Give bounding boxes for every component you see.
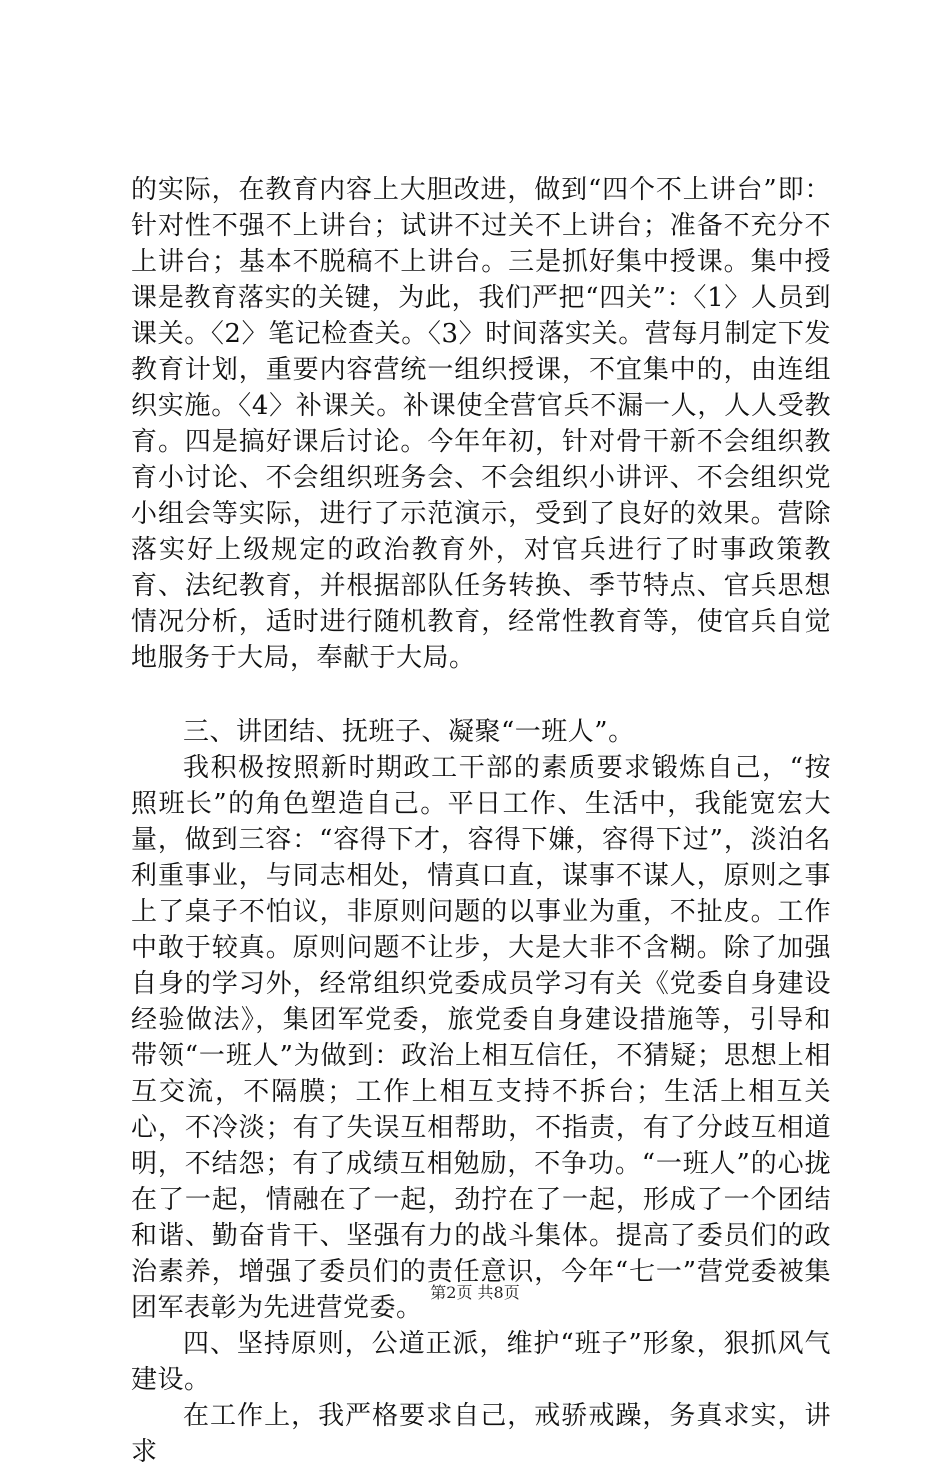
paragraph-principles: 在工作上，我严格要求自己，戒骄戒躁，务真求实，讲求 xyxy=(131,1401,831,1467)
paragraph-education-continued: 的实际，在教育内容上大胆改进，做到“四个不上讲台”即：针对性不强不上讲台；试讲不过关不上讲台；准备不充分不上讲台；基本不脱稿不上讲台。三是抓好集中授课。集中授课是教育落实的关键，为此，我们严把“四关”：〈1〉人员到课关。〈2〉笔记检查关。〈3〉时间落实关。营每月制定下发教育计划，重要内容营统一组织授课，不宜集中的，由连组织实施。〈4〉补课关。补课使全营官兵不漏一人，人人受教育。四是搞好课后讨论。今年年初，针对骨干新不会组织教育小讨论、不会组织班务会、不会组织小讲评、不会组织党小组会等实际，进行了示范演示，受到了良好的效果。营除落实好上级规定的政治教育外，对官兵进行了时事政策教育、法纪教育，并根据部队任务转换、季节特点、官兵思想情况分析，适时进行随机教育，经常性教育等，使官兵自觉地服务于大局，奉献于大局。 xyxy=(131,175,831,673)
section-heading-unity: 三、讲团结、抚班子、凝聚“一班人”。 xyxy=(183,717,635,747)
page-number-footer: 第2页 共8页 xyxy=(430,1283,520,1302)
section-heading-principles: 四、坚持原则，公道正派，维护“班子”形象，狠抓风气建设。 xyxy=(131,1329,831,1395)
paragraph-unity: 我积极按照新时期政工干部的素质要求锻炼自己，“按照班长”的角色塑造自己。平日工作、生活中，我能宽宏大量，做到三容：“容得下才，容得下嫌，容得下过”，淡泊名利重事业，与同志相处，情真口直，谋事不谋人，原则之事上了桌子不怕议，非原则问题的以事业为重，不扯皮。工作中敢于较真。原则问题不让步，大是大非不含糊。除了加强自身的学习外，经常组织党委成员学习有关《党委自身建设经验做法》，集团军党委，旅党委自身建设措施等，引导和带领“一班人”为做到：政治上相互信任，不猜疑；思想上相互交流，不隔膜；工作上相互支持不拆台；生活上相互关心，不冷淡；有了失误互相帮助，不指责，有了分歧互相道明，不结怨；有了成绩互相勉励，不争功。“一班人”的心拢在了一起，情融在了一起，劲拧在了一起，形成了一个团结和谐、勤奋肯干、坚强有力的战斗集体。提高了委员们的政治素养，增强了委员们的责任意识，今年“七一”营党委被集团军表彰为先进营党委。 xyxy=(131,753,831,1323)
paragraph-gap xyxy=(131,676,831,714)
document-body xyxy=(131,172,831,1470)
